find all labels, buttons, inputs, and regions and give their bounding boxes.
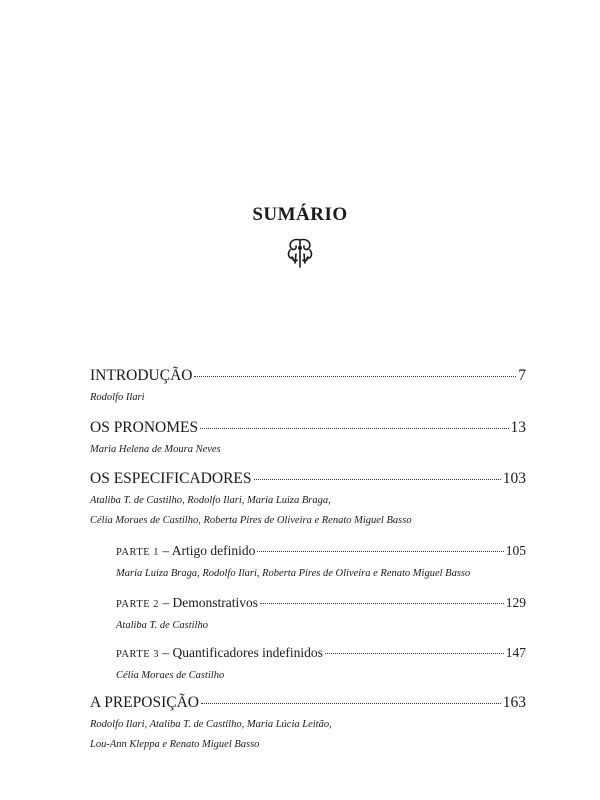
toc-authors [116,666,526,686]
toc-title [116,644,323,664]
toc-page-number: 147 [505,645,526,660]
toc-entry [90,470,526,531]
toc-leader [200,428,508,429]
toc-authors [90,491,526,531]
toc-page-number: 163 [502,694,526,711]
author-line: Lou-Ann Kleppa e Renato Miguel Basso [90,739,260,750]
fleuron-ornament-icon [284,236,316,270]
toc-sub-entry [116,644,526,686]
author-line: Célia Moraes de Castilho, Roberta Pires de Oliveira e Renato Miguel Basso [90,515,412,526]
part-label: PARTE 3 [116,649,160,660]
toc-leader [257,551,503,552]
toc-authors [90,715,526,755]
toc-title: OS PRONOMES [90,419,199,436]
toc-leader [260,603,504,604]
toc-line[interactable] [90,419,526,437]
toc-title [116,594,258,614]
page-title: SUMÁRIO [252,204,348,225]
part-label: PARTE 2 [116,599,160,610]
toc-title [116,542,255,562]
toc-authors [116,564,526,584]
part-label: PARTE 1 [116,547,160,558]
toc-page-number: 103 [502,470,526,487]
toc-sub-entry [116,542,526,584]
toc-leader [325,653,504,654]
toc-entry [90,367,526,408]
author-line: Maria Helena de Moura Neves [90,444,221,455]
toc-leader [201,703,501,704]
toc-line[interactable] [116,542,526,562]
author-line: Rodolfo Ilari, Ataliba T. de Castilho, Maria Lúcia Leitão, [90,719,332,730]
toc-page-number: 13 [510,419,526,436]
author-line: Maria Luiza Braga, Rodolfo Ilari, Roberta Pires de Oliveira e Renato Miguel Basso [116,568,471,579]
author-line: Célia Moraes de Castilho [116,670,225,681]
toc-entry [90,419,526,460]
toc-authors [90,388,526,408]
toc-authors [116,616,526,636]
toc-entry [90,694,526,755]
toc-line[interactable] [90,367,526,385]
toc-leader [194,376,516,377]
toc-line[interactable] [116,594,526,614]
toc-leader [254,479,501,480]
toc-authors [90,440,526,460]
toc-title: A PREPOSIÇÃO [90,694,199,711]
toc-line[interactable] [116,644,526,664]
author-line: Rodolfo Ilari [90,392,145,403]
toc-title: INTRODUÇÃO [90,367,193,384]
toc-page-number: 105 [505,543,526,558]
part-title: – Quantificadores indefinidos [159,645,323,660]
toc-page-number: 129 [505,595,526,610]
toc-page-number: 7 [518,367,526,384]
author-line: Ataliba T. de Castilho, Rodolfo Ilari, Maria Luiza Braga, [90,495,331,506]
part-title: – Artigo definido [159,543,256,558]
part-title: – Demonstrativos [159,595,259,610]
toc-title: OS ESPECIFICADORES [90,470,252,487]
author-line: Ataliba T. de Castilho [116,620,208,631]
toc-line[interactable] [90,470,526,488]
toc-line[interactable] [90,694,526,712]
toc-sub-entry [116,594,526,636]
